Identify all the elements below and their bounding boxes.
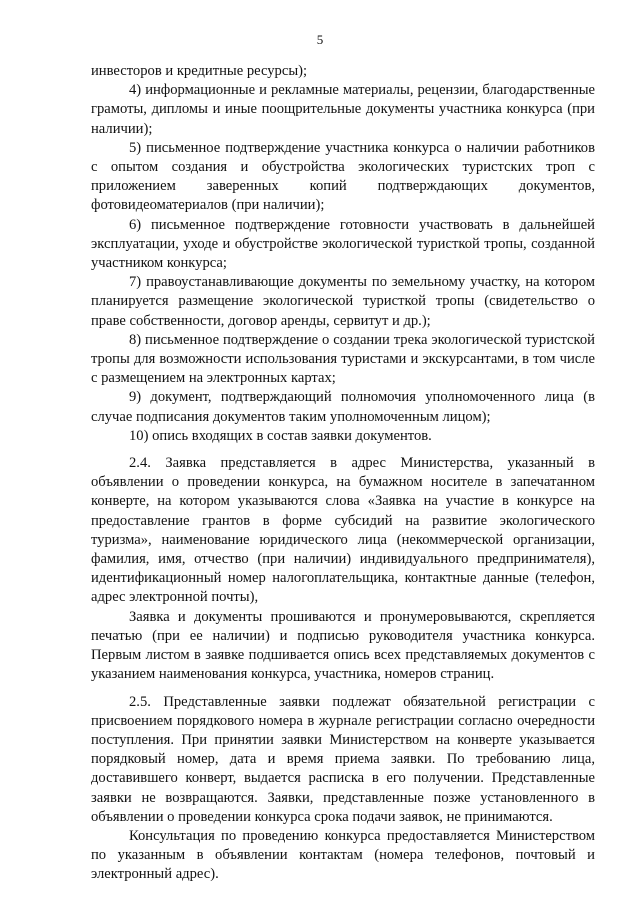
paragraph-continuation: инвесторов и кредитные ресурсы); [91,63,308,79]
page-number: 5 [316,32,324,47]
paragraph-item-10: 10) опись входящих в состав заявки документов. [129,427,432,444]
paragraph-item-8: 8) письменное подтверждение о создании трека экологической туристской тропы для возможности использования туристами и экскурсантами, в том числе с размещением на электронных картах; [91,331,595,387]
paragraph-section-2-4: 2.4. Заявка представляется в адрес Министерства, указанный в объявлении о проведении конкурса, на бумажном носителе в запечатанном конверте, на котором указываются слова «Заявка на участие в конкурсе на предоставление грантов в форме субсидий на развитие экологического туризма», наименование юридического лица (некоммерческой организации, фамилия, имя, отчество (при наличии) индивидуального предпринимателя), идентификационный номер налогоплательщика, контактные данные (телефон, адрес электронной почты), [91,455,595,606]
paragraph-consultation: Консультация по проведению конкурса предоставляется Министерством по указанным в объявлении контактам (номера телефонов, почтовый и электронный адрес). [91,827,595,883]
paragraph-item-4: 4) информационные и рекламные материалы, рецензии, благодарственные грамоты, дипломы и иные поощрительные документы участника конкурса (при наличии); [91,82,595,137]
paragraph-item-7: 7) правоустанавливающие документы по земельному участку, на котором планируется размещение экологической туристкой тропы (свидетельство о праве собственности, договор аренды, сервитут и др.); [91,274,595,329]
paragraph-application-binding: Заявка и документы прошиваются и пронумеровываются, скрепляется печатью (при ее наличии) и подписью руководителя участника конкурса. Первым листом в заявке подшивается опись всех представляемых документов с указанием наименования конкурса, участника, номеров страниц. [91,608,595,683]
paragraph-item-6: 6) письменное подтверждение готовности участвовать в дальнейшей эксплуатации, уходе и обустройстве экологической туристкой тропы, созданной участником конкурса; [91,216,595,272]
paragraph-item-5: 5) письменное подтверждение участника конкурса о наличии работников с опытом создания и обустройства экологических туристских троп с приложением заверенных копий подтверждающих документов, фотовидеоматериалов (при наличии); [91,139,595,214]
document-body [91,62,595,885]
paragraph-item-9: 9) документ, подтверждающий полномочия уполномоченного лица (в случае подписания документов таким уполномоченным лицом); [91,389,595,425]
paragraph-section-2-5: 2.5. Представленные заявки подлежат обязательной регистрации с присвоением порядкового номера в журнале регистрации согласно очередности поступления. При принятии заявки Министерством на конверте указывается порядковый номер, дата и время приема заявки. По требованию лица, доставившего конверт, выдается расписка в его получении. Представленные заявки не возвращаются. Заявки, представленные позже установленного в объявлении о проведении конкурса срока подачи заявок, не принимаются. [91,693,595,825]
